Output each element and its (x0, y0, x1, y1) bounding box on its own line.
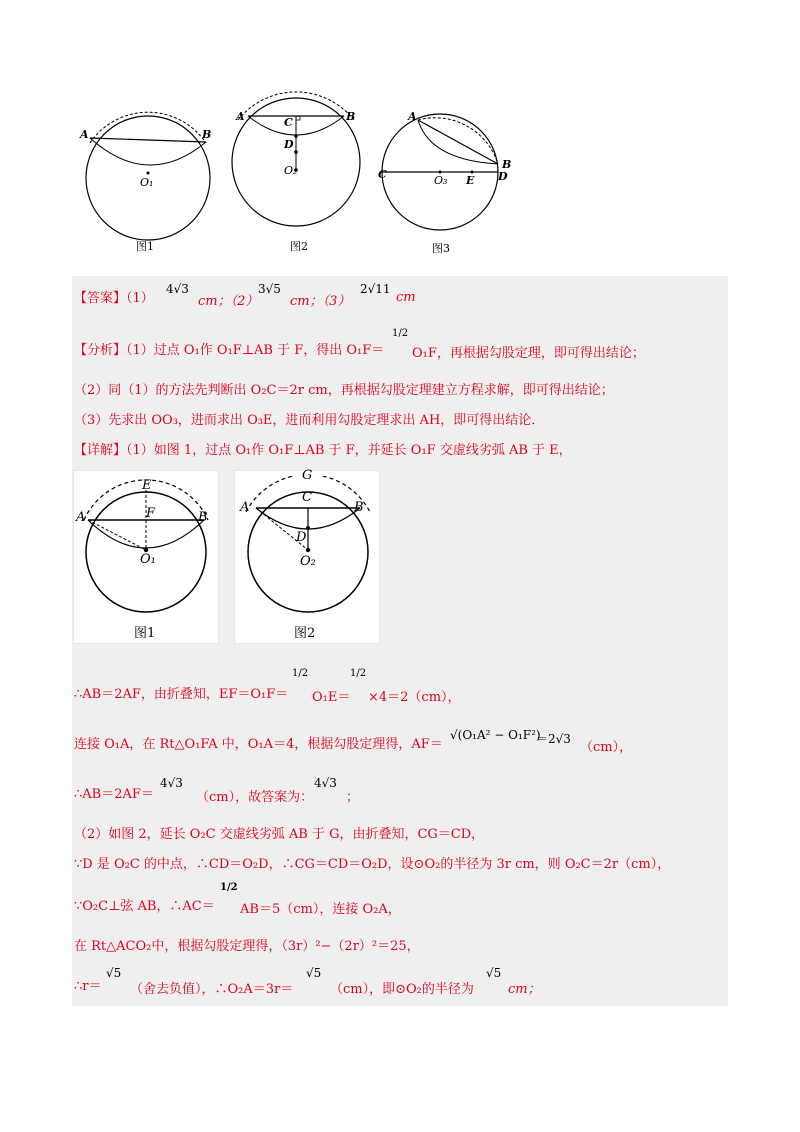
analysis-line-1: 【分析】（1）过点 O₁作 O₁F⊥AB 于 F，得出 O₁F＝ (74, 343, 385, 358)
analysis-line-2: （2）同（1）的方法先判断出 O₂C＝2r cm，再根据勾股定理建立方程求解，即可得出结论； (74, 383, 614, 398)
analysis-tag: 【分析】 (74, 343, 127, 358)
step-3-value: 4√3 (160, 776, 183, 790)
fig1-caption: 图1 (136, 240, 154, 253)
step-7: 在 Rt△ACO₂中，根据勾股定理得，（3r）²−（2r）²＝25， (74, 939, 420, 954)
fig2-mid-label-o: O₂ (300, 554, 316, 569)
fig2-label-d: D (284, 138, 294, 151)
step-8: ∴r＝ (74, 979, 102, 994)
fig1-label-o: O₁ (140, 176, 154, 189)
fig1-mid-caption: 图1 (134, 626, 156, 641)
step-1-half-a: 1/2 (292, 668, 309, 679)
answer-value-1: 4√3 (166, 282, 189, 296)
step-3: ∴AB＝2AF＝ (74, 787, 154, 802)
detail-line-1: 【详解】（1）如图 1，过点 O₁作 O₁F⊥AB 于 F，并延长 O₁F 交虚线劣弧 AB 于 E， (74, 443, 572, 458)
step-2-root: √(O₁A² − O₁F²) (450, 728, 541, 742)
step-3-value-2: 4√3 (314, 776, 337, 790)
step-6-half: 1/2 (220, 882, 238, 893)
step-4: （2）如图 2，延长 O₂C 交虚线劣弧 AB 于 G，由折叠知，CG＝CD， (74, 827, 485, 842)
fig2-label-a: A (236, 110, 245, 123)
fig1-mid-label-o: O₁ (140, 552, 156, 567)
fig3-label-b: B (502, 158, 512, 171)
answer-value-2: 3√5 (258, 282, 281, 296)
figure-1-mid (76, 476, 216, 616)
fig1-mid-label-b: B (198, 510, 208, 525)
step-8-value-3: √5 (486, 966, 502, 980)
step-2: 连接 O₁A，在 Rt△O₁FA 中，O₁A＝4，根据勾股定理得，AF＝ (74, 737, 443, 752)
fig2-mid-label-c: C (302, 490, 312, 505)
fig3-label-a: A (408, 110, 417, 123)
step-6: ∵O₂C⊥弦 AB，∴AC＝ (74, 899, 215, 914)
step-5: ∵D 是 O₂C 的中点，∴CD＝O₂D，∴CG＝CD＝O₂D，设⊙O₂的半径为 3r cm，则 O₂C＝2r（cm）， (74, 857, 671, 872)
figure-3-top (380, 108, 510, 238)
step-1-half-b: 1/2 (350, 668, 367, 679)
fig3-label-c: C (378, 168, 387, 181)
analysis-line-3: （3）先求出 OO₃，进而求出 O₃E，进而利用勾股定理求出 AH，即可得出结论． (74, 413, 545, 428)
fig2-caption: 图2 (290, 240, 308, 253)
fig2-mid-label-b: B (354, 500, 364, 515)
fig2-mid-caption: 图2 (294, 626, 316, 641)
fig2-label-b: B (346, 110, 356, 123)
step-8-value: √5 (106, 966, 122, 980)
detail-tag: 【详解】 (74, 443, 127, 458)
fig1-mid-label-f: F (146, 506, 156, 521)
fig1-mid-label-a: A (76, 510, 86, 525)
step-1: ∴AB＝2AF，由折叠知，EF＝O₁F＝ (74, 687, 289, 702)
fig2-label-o: O₂ (284, 164, 298, 177)
answer-line: 【答案】（1） (74, 291, 154, 306)
answer-value-3: 2√11 (360, 282, 391, 296)
fig1-label-b: B (202, 128, 212, 141)
fig2-mid-label-d: D (296, 530, 307, 545)
fig3-caption: 图3 (432, 242, 450, 255)
step-8-value-2: √5 (306, 966, 322, 980)
answer-tag: 【答案】 (74, 291, 127, 306)
analysis-fraction: 1/2 (392, 328, 409, 339)
fig1-mid-label-e: E (142, 478, 152, 493)
fig2-mid-label-g: G (302, 468, 313, 483)
step-2-value: ＝2√3 (536, 732, 571, 746)
fig2-mid-label-a: A (240, 500, 250, 515)
fig3-label-o: O₃ (434, 174, 448, 187)
fig3-label-d: D (498, 170, 508, 183)
fig2-label-c: C (284, 116, 293, 129)
fig3-label-e: E (466, 174, 475, 187)
fig1-label-a: A (80, 128, 89, 141)
